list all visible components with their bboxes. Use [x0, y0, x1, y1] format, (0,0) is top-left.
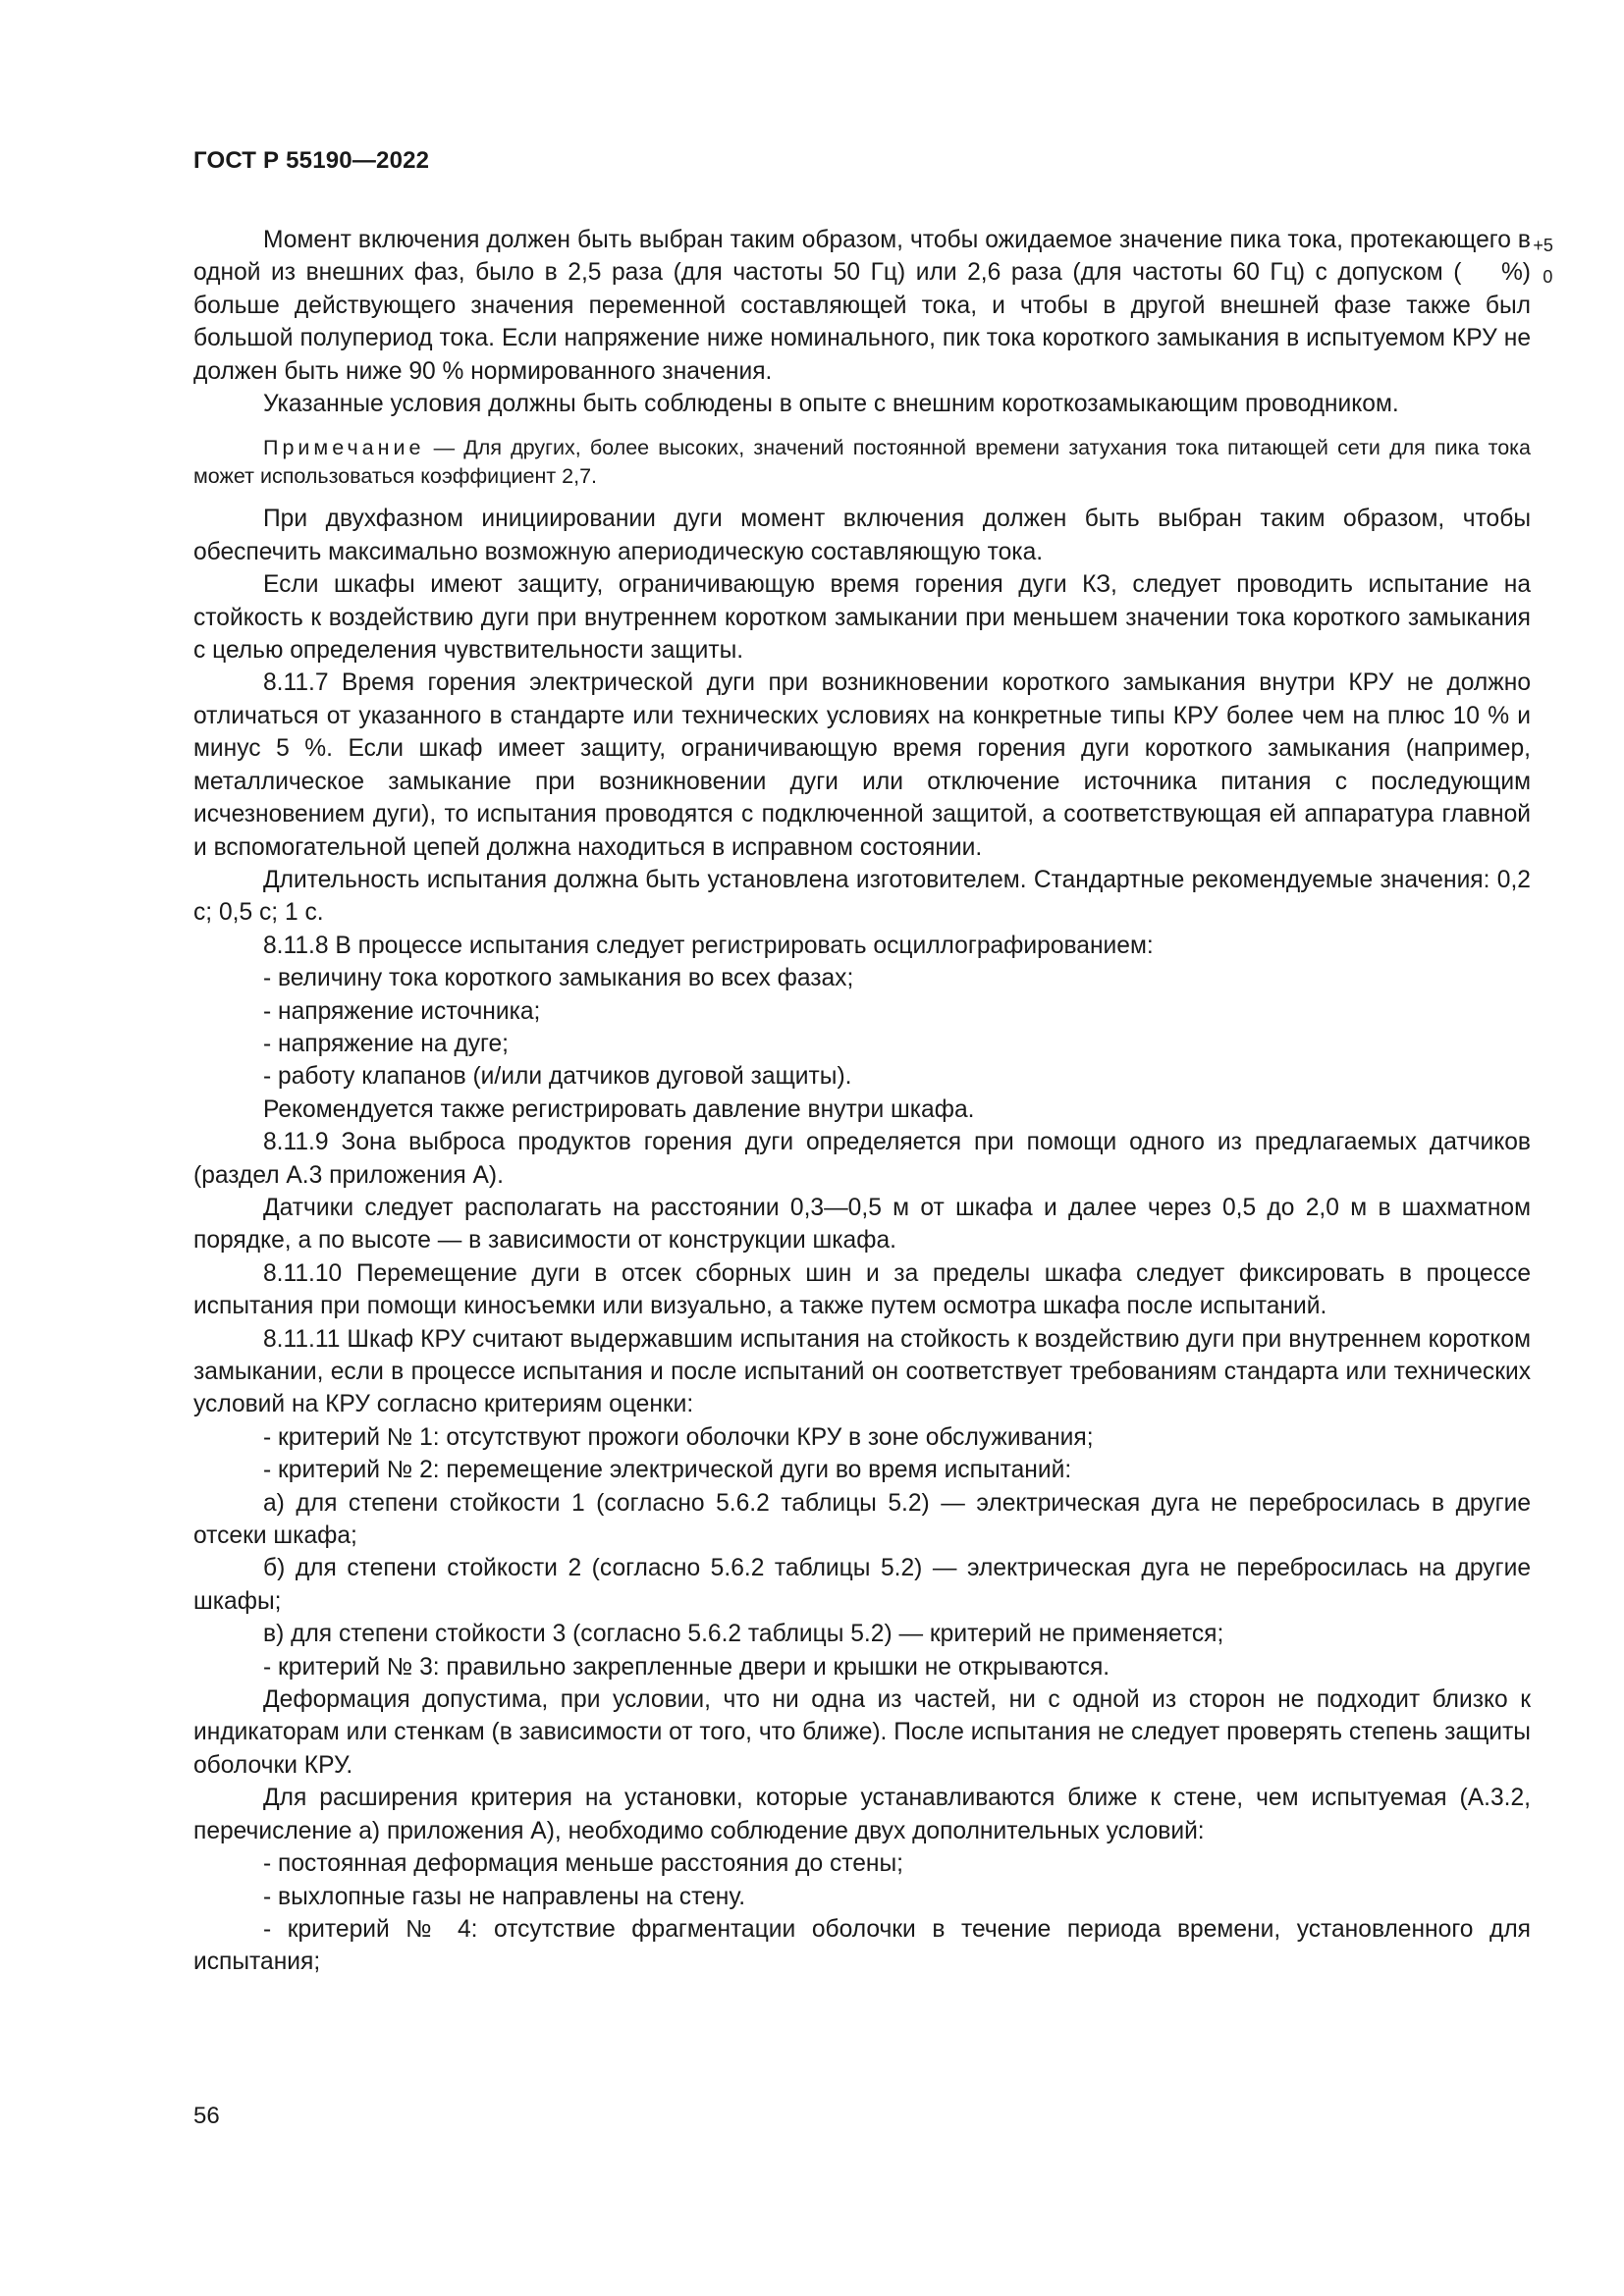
clause-8-11-7: 8.11.7 Время горения электрической дуги при возникновении короткого замыкания внутри КРУ не должно отличаться от указанного в стандарте или технических условиях на конкретные типы КРУ более чем на плюс 10 % и минус 5 %. Если шкаф имеет защиту, ограничивающую время горения дуги короткого замыкания (например, металлическое замыкание при возникновении дуги или отключение источника питания с последующим исчезновением дуги), то испытания проводятся с подключенной защитой, а соответствующая ей аппаратура главной и вспомогательной цепей должна находиться в исправном состоянии. [193, 669, 1531, 861]
clause-8-11-8: 8.11.8 В процессе испытания следует регистрировать осциллографированием: [263, 932, 1154, 959]
note-text: — Для других, более высоких, значений постоянной времени затухания тока питающей сети для пика тока может использоваться коэффициент 2,7. [193, 436, 1531, 489]
list-item: - напряжение источника; [263, 997, 541, 1025]
list-item: - критерий № 2: перемещение электрической дуги во время испытаний: [263, 1457, 1072, 1484]
list-item: - работу клапанов (и/или датчиков дуговой защиты). [263, 1063, 852, 1091]
paragraph: Длительность испытания должна быть установлена изготовителем. Стандартные рекомендуемые значения: 0,2 с; 0,5 с; 1 с. [193, 866, 1531, 927]
list-item: - критерий № 3: правильно закрепленные двери и крышки не открываются. [263, 1653, 1110, 1681]
paragraph: Если шкафы имеют защиту, ограничивающую время горения дуги КЗ, следует проводить испытание на стойкость к воздействию дуги при внутреннем коротком замыкании при меньшем значении тока короткого замыкания с целью определения чувствительности защиты. [193, 571, 1531, 665]
list-item: - критерий № 4: отсутствие фрагментации оболочки в течение периода времени, установленного для испытания; [193, 1915, 1531, 1976]
document-body [193, 224, 1553, 1979]
document-header: ГОСТ Р 55190—2022 [193, 147, 430, 174]
list-item: - постоянная деформация меньше расстояния до стены; [263, 1850, 904, 1878]
paragraph: При двухфазном инициировании дуги момент включения должен быть выбран таким образом, чтобы обеспечить максимально возможную апериодическую составляющую тока. [193, 506, 1531, 565]
paragraph: Указанные условия должны быть соблюдены в опыте с внешним короткозамыкающим проводником. [263, 391, 1399, 418]
list-item: - критерий № 1: отсутствуют прожоги оболочки КРУ в зоне обслуживания; [263, 1423, 1094, 1451]
sub-item: в) для степени стойкости 3 (согласно 5.6.2 таблицы 5.2) — критерий не применяется; [263, 1621, 1224, 1648]
note-label: Примечание [263, 436, 425, 460]
tolerance-value: +5 0 [1533, 236, 1553, 288]
clause-8-11-9: 8.11.9 Зона выброса продуктов горения дуги определяется при помощи одного из предлагаемых датчиков (раздел А.3 приложения А). [193, 1129, 1531, 1189]
note [193, 434, 1531, 491]
sub-item: а) для степени стойкости 1 (согласно 5.6.2 таблицы 5.2) — электрическая дуга не перебросилась в другие отсеки шкафа; [193, 1489, 1531, 1550]
paragraph: Рекомендуется также регистрировать давление внутри шкафа. [263, 1095, 975, 1123]
paragraph: Датчики следует располагать на расстоянии 0,3—0,5 м от шкафа и далее через 0,5 до 2,0 м в шахматном порядке, а по высоте — в зависимости от конструкции шкафа. [193, 1194, 1531, 1255]
clause-8-11-10: 8.11.10 Перемещение дуги в отсек сборных шин и за пределы шкафа следует фиксировать в процессе испытания при помощи киносъемки или визуально, а также путем осмотра шкафа после испытаний. [193, 1259, 1531, 1320]
paragraph: Момент включения должен быть выбран таким образом, чтобы ожидаемое значение пика тока, протекающего в одной из внешних фаз, было в 2,5 раза (для частоты 50 Гц) или 2,6 раза (для частоты 60 Гц) с допуском ( +5 0 %) больше действующего значения переменной составляющей тока, и чтобы в другой внешней фазе также был большой полупериод тока. Если напряжение ниже номинального, пик тока короткого замыкания в испытуемом КРУ не должен быть ниже 90 % нормированного значения. [193, 227, 1553, 385]
clause-8-11-11: 8.11.11 Шкаф КРУ считают выдержавшим испытания на стойкость к воздействию дуги при внутреннем коротком замыкании, если в процессе испытания и после испытаний он соответствует требованиям стандарта или технических условий на КРУ согласно критериям оценки: [193, 1325, 1531, 1418]
paragraph: Для расширения критерия на установки, которые устанавливаются ближе к стене, чем испытуемая (А.3.2, перечисление а) приложения А), необходимо соблюдение двух дополнительных условий: [193, 1785, 1531, 1844]
list-item: - величину тока короткого замыкания во всех фазах; [263, 965, 854, 992]
page-number: 56 [193, 2103, 220, 2129]
paragraph: Деформация допустима, при условии, что ни одна из частей, ни с одной из сторон не подходит близко к индикаторам или стенкам (в зависимости от того, что ближе). После испытания не следует проверять степень защиты оболочки КРУ. [193, 1686, 1531, 1779]
list-item: - напряжение на дуге; [263, 1030, 509, 1057]
sub-item: б) для степени стойкости 2 (согласно 5.6.2 таблицы 5.2) — электрическая дуга не перебросилась на другие шкафы; [193, 1555, 1531, 1615]
list-item: - выхлопные газы не направлены на стену. [263, 1883, 746, 1910]
